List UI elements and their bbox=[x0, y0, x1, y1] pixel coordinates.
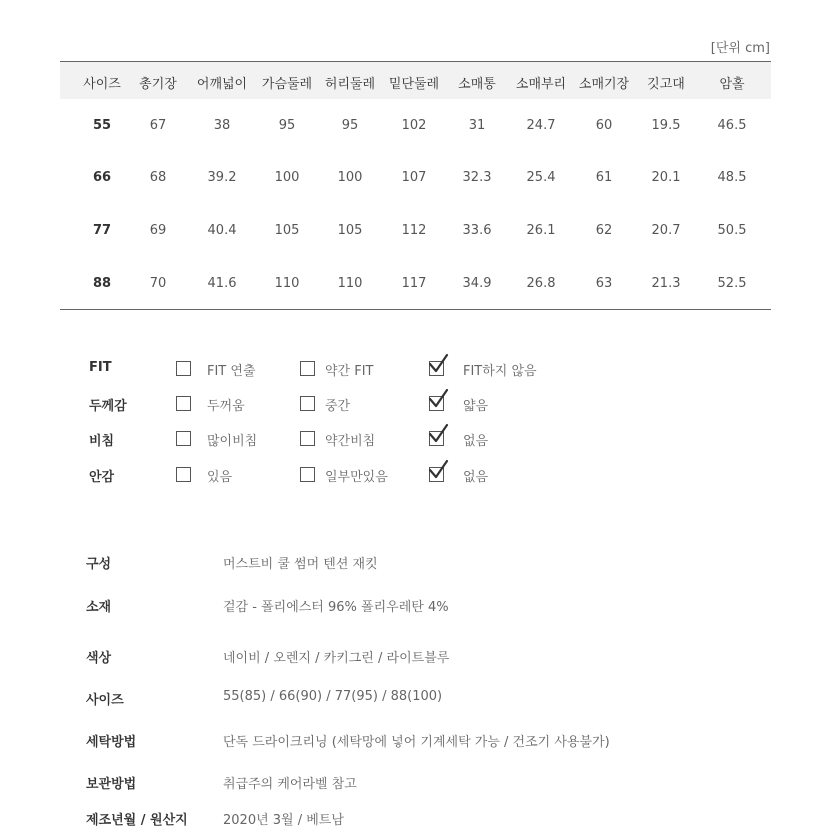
fit-row-label: 안감 bbox=[89, 470, 115, 485]
table-cell: 20.1 bbox=[651, 170, 681, 185]
fit-option-label: 없음 bbox=[463, 470, 489, 485]
table-cell: 52.5 bbox=[717, 276, 747, 291]
info-value: 취급주의 케어라벨 참고 bbox=[223, 777, 357, 792]
unit-label: [단위 cm] bbox=[710, 41, 770, 56]
checkbox bbox=[300, 431, 315, 446]
info-label: 구성 bbox=[86, 557, 112, 572]
table-cell: 68 bbox=[149, 170, 167, 185]
table-cell: 46.5 bbox=[717, 118, 747, 133]
table-header-cell: 사이즈 bbox=[83, 77, 121, 92]
fit-option-label: FIT 연출 bbox=[207, 364, 256, 379]
checkmark-icon bbox=[427, 459, 449, 481]
fit-option-label: 얇음 bbox=[463, 399, 489, 414]
info-value: 네이비 / 오렌지 / 카키그린 / 라이트블루 bbox=[223, 651, 450, 666]
table-header-cell: 깃고대 bbox=[647, 77, 685, 92]
table-cell: 69 bbox=[149, 223, 167, 238]
table-cell: 60 bbox=[595, 118, 613, 133]
table-header-cell: 소매통 bbox=[458, 77, 496, 92]
table-cell: 38 bbox=[213, 118, 231, 133]
table-cell: 95 bbox=[278, 118, 296, 133]
table-row-size-label: 88 bbox=[92, 276, 112, 291]
table-cell: 95 bbox=[341, 118, 359, 133]
info-value: 55(85) / 66(90) / 77(95) / 88(100) bbox=[223, 689, 443, 704]
table-header-cell: 총기장 bbox=[139, 77, 177, 92]
checkbox bbox=[300, 396, 315, 411]
table-cell: 50.5 bbox=[717, 223, 747, 238]
info-value: 2020년 3월 / 베트남 bbox=[223, 813, 344, 828]
table-cell: 39.2 bbox=[207, 170, 237, 185]
table-cell: 33.6 bbox=[462, 223, 492, 238]
info-label: 사이즈 bbox=[86, 693, 124, 708]
fit-option-label: 없음 bbox=[463, 434, 489, 449]
table-cell: 21.3 bbox=[651, 276, 681, 291]
info-label: 제조년월 / 원산지 bbox=[86, 813, 188, 828]
fit-option-label: FIT하지 않음 bbox=[463, 364, 537, 379]
table-cell: 25.4 bbox=[526, 170, 556, 185]
table-cell: 61 bbox=[595, 170, 613, 185]
info-label: 보관방법 bbox=[86, 777, 137, 792]
checkmark-icon bbox=[427, 353, 449, 375]
table-cell: 107 bbox=[401, 170, 427, 185]
table-row-size-label: 55 bbox=[92, 118, 112, 133]
table-cell: 70 bbox=[149, 276, 167, 291]
table-cell: 63 bbox=[595, 276, 613, 291]
checkbox bbox=[176, 467, 191, 482]
table-cell: 110 bbox=[274, 276, 300, 291]
fit-option-label: 일부만있음 bbox=[325, 470, 388, 485]
table-header-cell: 소매부리 bbox=[515, 77, 567, 92]
table-cell: 67 bbox=[149, 118, 167, 133]
table-cell: 26.1 bbox=[526, 223, 556, 238]
table-cell: 110 bbox=[337, 276, 363, 291]
fit-option-label: 약간 FIT bbox=[325, 364, 374, 379]
table-cell: 117 bbox=[401, 276, 427, 291]
table-cell: 26.8 bbox=[526, 276, 556, 291]
checkbox bbox=[300, 361, 315, 376]
checkmark-icon bbox=[427, 423, 449, 445]
table-cell: 105 bbox=[274, 223, 300, 238]
table-cell: 40.4 bbox=[207, 223, 237, 238]
table-row-size-label: 66 bbox=[92, 170, 112, 185]
info-label: 세탁방법 bbox=[86, 735, 137, 750]
table-cell: 19.5 bbox=[651, 118, 681, 133]
checkbox bbox=[176, 431, 191, 446]
fit-row-label: 비침 bbox=[89, 434, 115, 449]
table-header-cell: 밑단둘레 bbox=[388, 77, 440, 92]
checkbox bbox=[176, 396, 191, 411]
table-cell: 20.7 bbox=[651, 223, 681, 238]
info-value: 단독 드라이크리닝 (세탁망에 넣어 기계세탁 가능 / 건조기 사용불가) bbox=[223, 735, 610, 750]
info-value: 머스트비 쿨 썸머 텐션 재킷 bbox=[223, 557, 378, 572]
table-bottom-rule bbox=[60, 309, 771, 310]
table-cell: 112 bbox=[401, 223, 427, 238]
fit-option-label: 많이비침 bbox=[207, 434, 258, 449]
table-cell: 100 bbox=[337, 170, 363, 185]
fit-row-label: 두께감 bbox=[89, 399, 127, 414]
checkbox bbox=[300, 467, 315, 482]
info-value: 겉감 - 폴리에스터 96% 폴리우레탄 4% bbox=[223, 600, 449, 615]
fit-option-label: 있음 bbox=[207, 470, 233, 485]
table-header-cell: 어깨넓이 bbox=[196, 77, 248, 92]
table-row-size-label: 77 bbox=[92, 223, 112, 238]
info-label: 소재 bbox=[86, 600, 112, 615]
table-header-cell: 소매기장 bbox=[578, 77, 630, 92]
table-header-cell: 암홀 bbox=[719, 77, 745, 92]
table-cell: 34.9 bbox=[462, 276, 492, 291]
table-cell: 32.3 bbox=[462, 170, 492, 185]
table-cell: 100 bbox=[274, 170, 300, 185]
table-cell: 105 bbox=[337, 223, 363, 238]
table-cell: 31 bbox=[468, 118, 486, 133]
table-cell: 24.7 bbox=[526, 118, 556, 133]
fit-option-label: 약간비침 bbox=[325, 434, 376, 449]
checkbox bbox=[176, 361, 191, 376]
table-cell: 62 bbox=[595, 223, 613, 238]
table-cell: 41.6 bbox=[207, 276, 237, 291]
checkmark-icon bbox=[427, 388, 449, 410]
table-header-cell: 가슴둘레 bbox=[261, 77, 313, 92]
fit-row-label: FIT bbox=[89, 360, 112, 375]
info-label: 색상 bbox=[86, 651, 112, 666]
fit-option-label: 중간 bbox=[325, 399, 351, 414]
fit-option-label: 두꺼움 bbox=[207, 399, 245, 414]
table-cell: 102 bbox=[401, 118, 427, 133]
table-cell: 48.5 bbox=[717, 170, 747, 185]
table-header-cell: 허리둘레 bbox=[324, 77, 376, 92]
